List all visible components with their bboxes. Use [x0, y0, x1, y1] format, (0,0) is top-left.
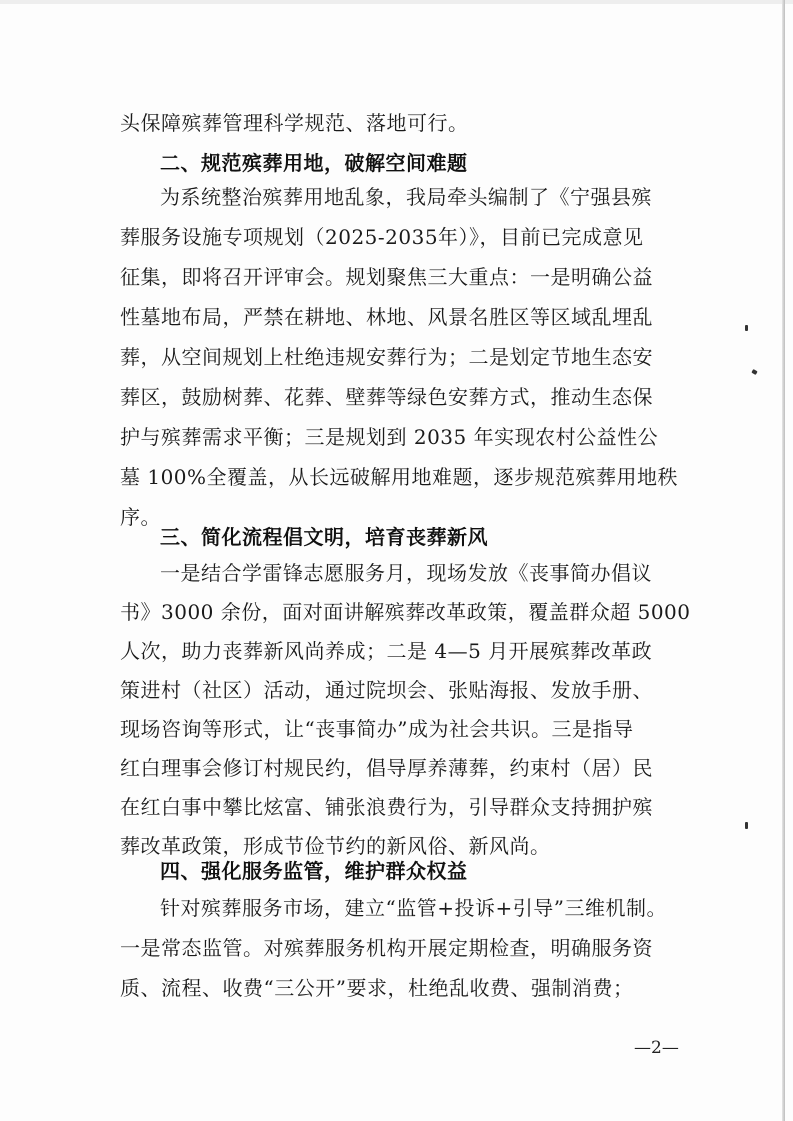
text-line: 葬服务设施专项规划（2025-2035年）》，目前已完成意见	[120, 225, 644, 249]
page-number: —2—	[634, 1038, 679, 1058]
scan-edge-top	[0, 0, 793, 4]
text-line: 护与殡葬需求平衡；三是规划到 2035 年实现农村公益性公	[120, 425, 659, 449]
text-line: 现场咨询等形式，让“丧事简办”成为社会共识。三是指导	[120, 717, 634, 741]
scan-speck	[751, 369, 757, 375]
text-line: 策进村（社区）活动，通过院坝会、张贴海报、发放手册、	[120, 678, 653, 702]
text-line: 质、流程、收费“三公开”要求，杜绝乱收费、强制消费；	[120, 976, 634, 1000]
text-line: 一是常态监管。对殡葬服务机构开展定期检查，明确服务资	[120, 936, 653, 960]
text-line: 为系统整治殡葬用地乱象，我局牵头编制了《宁强县殡	[160, 185, 652, 209]
text-line: 红白理事会修订村规民约，倡导厚养薄葬，约束村（居）民	[120, 756, 653, 780]
text-line: 一是结合学雷锋志愿服务月，现场发放《丧事简办倡议	[160, 561, 652, 585]
scan-speck	[745, 325, 748, 331]
text-line: 墓 100%全覆盖，从长远破解用地难题，逐步规范殡葬用地秩	[120, 465, 679, 489]
section-heading-4: 四、强化服务监管，维护群众权益	[160, 859, 468, 883]
scan-edge-right	[782, 0, 785, 1121]
text-line: 序。	[120, 505, 161, 529]
text-line: 头保障殡葬管理科学规范、落地可行。	[120, 111, 469, 135]
text-line: 征集，即将召开评审会。规划聚焦三大重点：一是明确公益	[120, 265, 653, 289]
scan-speck	[745, 822, 748, 829]
text-line: 性墓地布局，严禁在耕地、林地、风景名胜区等区域乱埋乱	[120, 305, 653, 329]
text-line: 书》3000 余份，面对面讲解殡葬改革政策，覆盖群众超 5000	[120, 600, 691, 624]
text-line: 人次，助力丧葬新风尚养成；二是 4—5 月开展殡葬改革政	[120, 639, 653, 663]
text-line: 葬改革政策，形成节俭节约的新风俗、新风尚。	[120, 834, 551, 858]
section-heading-2: 二、规范殡葬用地，破解空间难题	[160, 151, 468, 175]
text-line: 葬区，鼓励树葬、花葬、壁葬等绿色安葬方式，推动生态保	[120, 385, 653, 409]
text-line: 在红白事中攀比炫富、铺张浪费行为，引导群众支持拥护殡	[120, 795, 653, 819]
text-line: 针对殡葬服务市场，建立“监管+投诉+引导”三维机制。	[160, 896, 667, 920]
section-heading-3: 三、简化流程倡文明，培育丧葬新风	[160, 525, 488, 549]
text-line: 葬，从空间规划上杜绝违规安葬行为；二是划定节地生态安	[120, 345, 653, 369]
